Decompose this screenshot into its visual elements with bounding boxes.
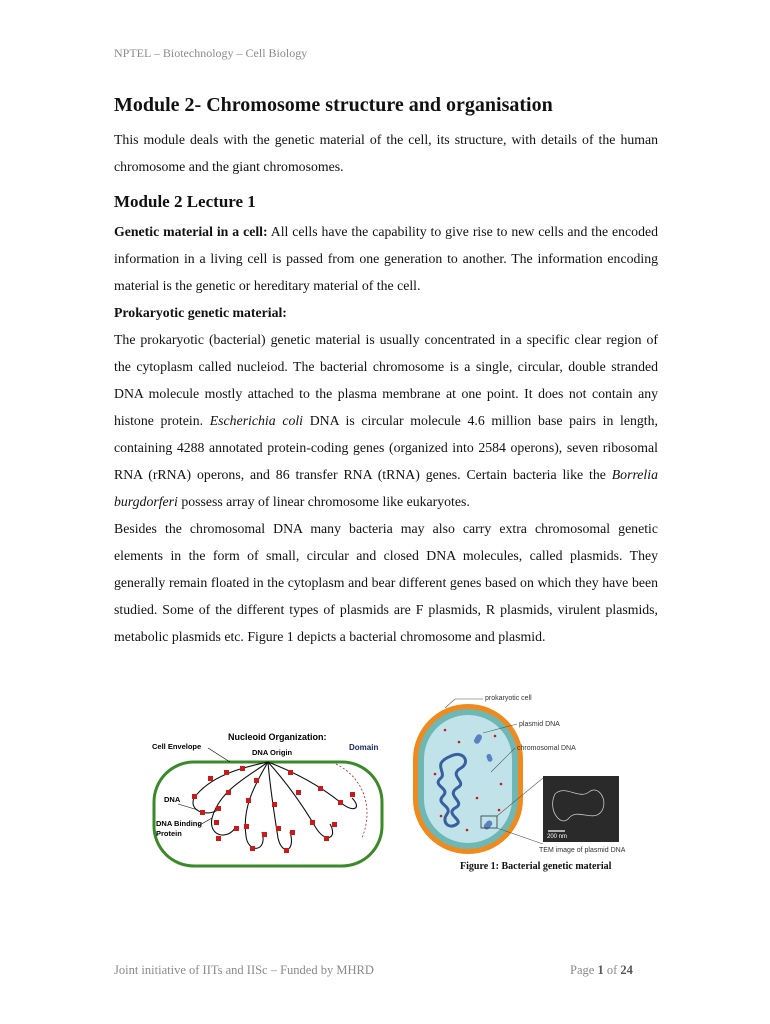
total-pages: 24 [620,963,633,977]
protein-label: Protein [156,829,182,838]
paragraph-text: possess array of linear chromosome like eukaryotes. [177,494,470,509]
prokaryotic-heading: Prokaryotic genetic material: [114,305,287,320]
dna-origin-label: DNA Origin [252,748,293,757]
plasmid-dna-label: plasmid DNA [519,721,560,728]
chromosomal-dna-label: chromosomal DNA [517,745,576,752]
cytoplasm [424,715,512,843]
domain-label: Domain [349,743,379,752]
of-word: of [606,963,618,977]
dna-binding-label: DNA Binding [156,819,202,828]
nucleoid-title: Nucleoid Organization: [228,732,327,742]
paragraph-genetic-material [114,218,658,299]
module-title: Module 2- Chromosome structure and organisation [114,94,553,116]
paragraph-plasmids: Besides the chromosomal DNA many bacteria may also carry extra chromosomal genetic elements in the form of small, circular and closed DNA molecules, called plasmids. They generally remain floated in the cytoplasm and bear different genes based on which they have been studied. Some of the different types of plasmids are F plasmids, R plasmids, virulent plasmids, metabolic plasmids etc. Figure 1 depicts a bacterial chromosome and plasmid. [114,521,658,644]
prokaryotic-cell-diagram [405,690,645,860]
tem-image [543,776,619,842]
module-intro: This module deals with the genetic material of the cell, its structure, with details of the human chromosome and the giant chromosomes. [114,132,658,174]
dna-label: DNA [164,795,181,804]
figure-caption: Figure 1: Bacterial genetic material [460,861,612,872]
species-name: Escherichia coli [209,413,304,428]
page-word: Page [570,963,595,977]
tem-caption: TEM image of plasmid DNA [539,847,626,854]
running-header: NPTEL – Biotechnology – Cell Biology [114,46,308,60]
species-name: Borrelia burgdorferi [114,467,658,509]
nucleoid-diagram [150,728,386,873]
pointer-line [208,748,230,762]
current-page: 1 [597,963,604,977]
page-number [570,963,633,978]
page-content [114,92,658,650]
cell-envelope-label: Cell Envelope [152,742,202,751]
scale-label: 200 nm [547,834,568,840]
cell-envelope [154,762,382,866]
paragraph-text: DNA is circular molecule 4.6 million base pairs in length, containing 4288 annotated protein-coding genes (organized into 2584 operons), seven ribosomal RNA (rRNA) operons, and 86 transfer RNA (tRNA) genes. Certain bacteria like the [114,413,658,482]
paragraph-text: All cells have the capability to give rise to new cells and the encoded information in a living cell is passed from one generation to another. The information encoding material is the genetic or hereditary material of the cell. [114,224,658,293]
footer-credit: Joint initiative of IITs and IISc – Funded by MHRD [114,963,374,977]
prokaryotic-cell-label: prokaryotic cell [485,695,532,702]
paragraph-lead: Genetic material in a cell: [114,224,268,239]
paragraph-text: The prokaryotic (bacterial) genetic material is usually concentrated in a specific clear region of the cytoplasm called nucleiod. The bacterial chromosome is a single, circular, double stranded DNA molecule mostly attached to the plasma membrane at one point. It does not contain any histone protein. [114,332,658,428]
paragraph-prokaryotic [114,326,658,515]
lecture-title: Module 2 Lecture 1 [114,192,256,211]
pointer-line [178,804,198,810]
